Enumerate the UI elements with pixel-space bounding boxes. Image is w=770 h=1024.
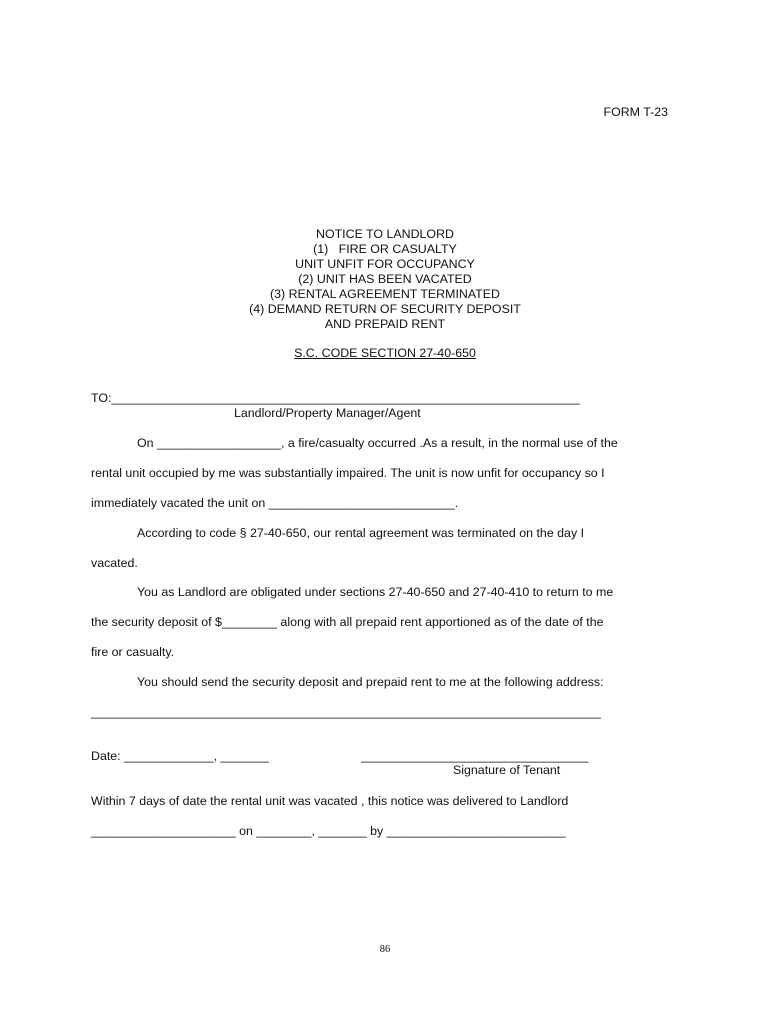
code-reference: S.C. CODE SECTION 27-40-650 [294,346,476,360]
title-line: (2) UNIT HAS BEEN VACATED [298,272,472,286]
title-line: (1) FIRE OR CASUALTY [313,242,457,256]
delivery-statement: Within 7 days of date the rental unit was vacated , this notice was delivered to Landlord [91,794,569,808]
title-line: (4) DEMAND RETURN OF SECURITY DEPOSIT [249,302,521,316]
paragraph-line: the security deposit of $________ along with all prepaid rent apportioned as of the date of the [91,615,604,629]
delivery-blank-line: _____________________ on ________, _______ by __________________________ [91,824,566,838]
signature-blank-line: _________________________________ [361,749,589,763]
paragraph-line: According to code § 27-40-650, our rental agreement was terminated on the day I [137,526,585,540]
title-line: UNIT UNFIT FOR OCCUPANCY [295,257,475,271]
notice-title [0,227,770,332]
paragraph-line: You should send the security deposit and prepaid rent to me at the following address: [137,675,604,689]
form-id: FORM T-23 [603,105,668,119]
paragraph-line: vacated. [91,556,138,570]
to-recipient-line: TO:____________________________________________________________________ [91,391,581,405]
paragraph-line: immediately vacated the unit on ___________________________. [91,496,459,510]
paragraph-line: You as Landlord are obligated under sections 27-40-650 and 27-40-410 to return to me [137,585,614,599]
paragraph-line: rental unit occupied by me was substantially impaired. The unit is now unfit for occupancy so I [91,466,605,480]
date-blank-line: Date: _____________, _______ [91,749,269,763]
page-number: 86 [379,944,391,955]
paragraph-line: fire or casualty. [91,645,175,659]
address-blank-line: __________________________________________________________________________ [91,705,601,719]
paragraph-line: On __________________, a fire/casualty occurred .As a result, in the normal use of the [137,436,618,450]
title-line: (3) RENTAL AGREEMENT TERMINATED [270,287,500,301]
signature-label: Signature of Tenant [453,763,561,777]
title-line: NOTICE TO LANDLORD [316,227,454,241]
to-recipient-label: Landlord/Property Manager/Agent [234,406,421,420]
title-line: AND PREPAID RENT [324,317,446,331]
